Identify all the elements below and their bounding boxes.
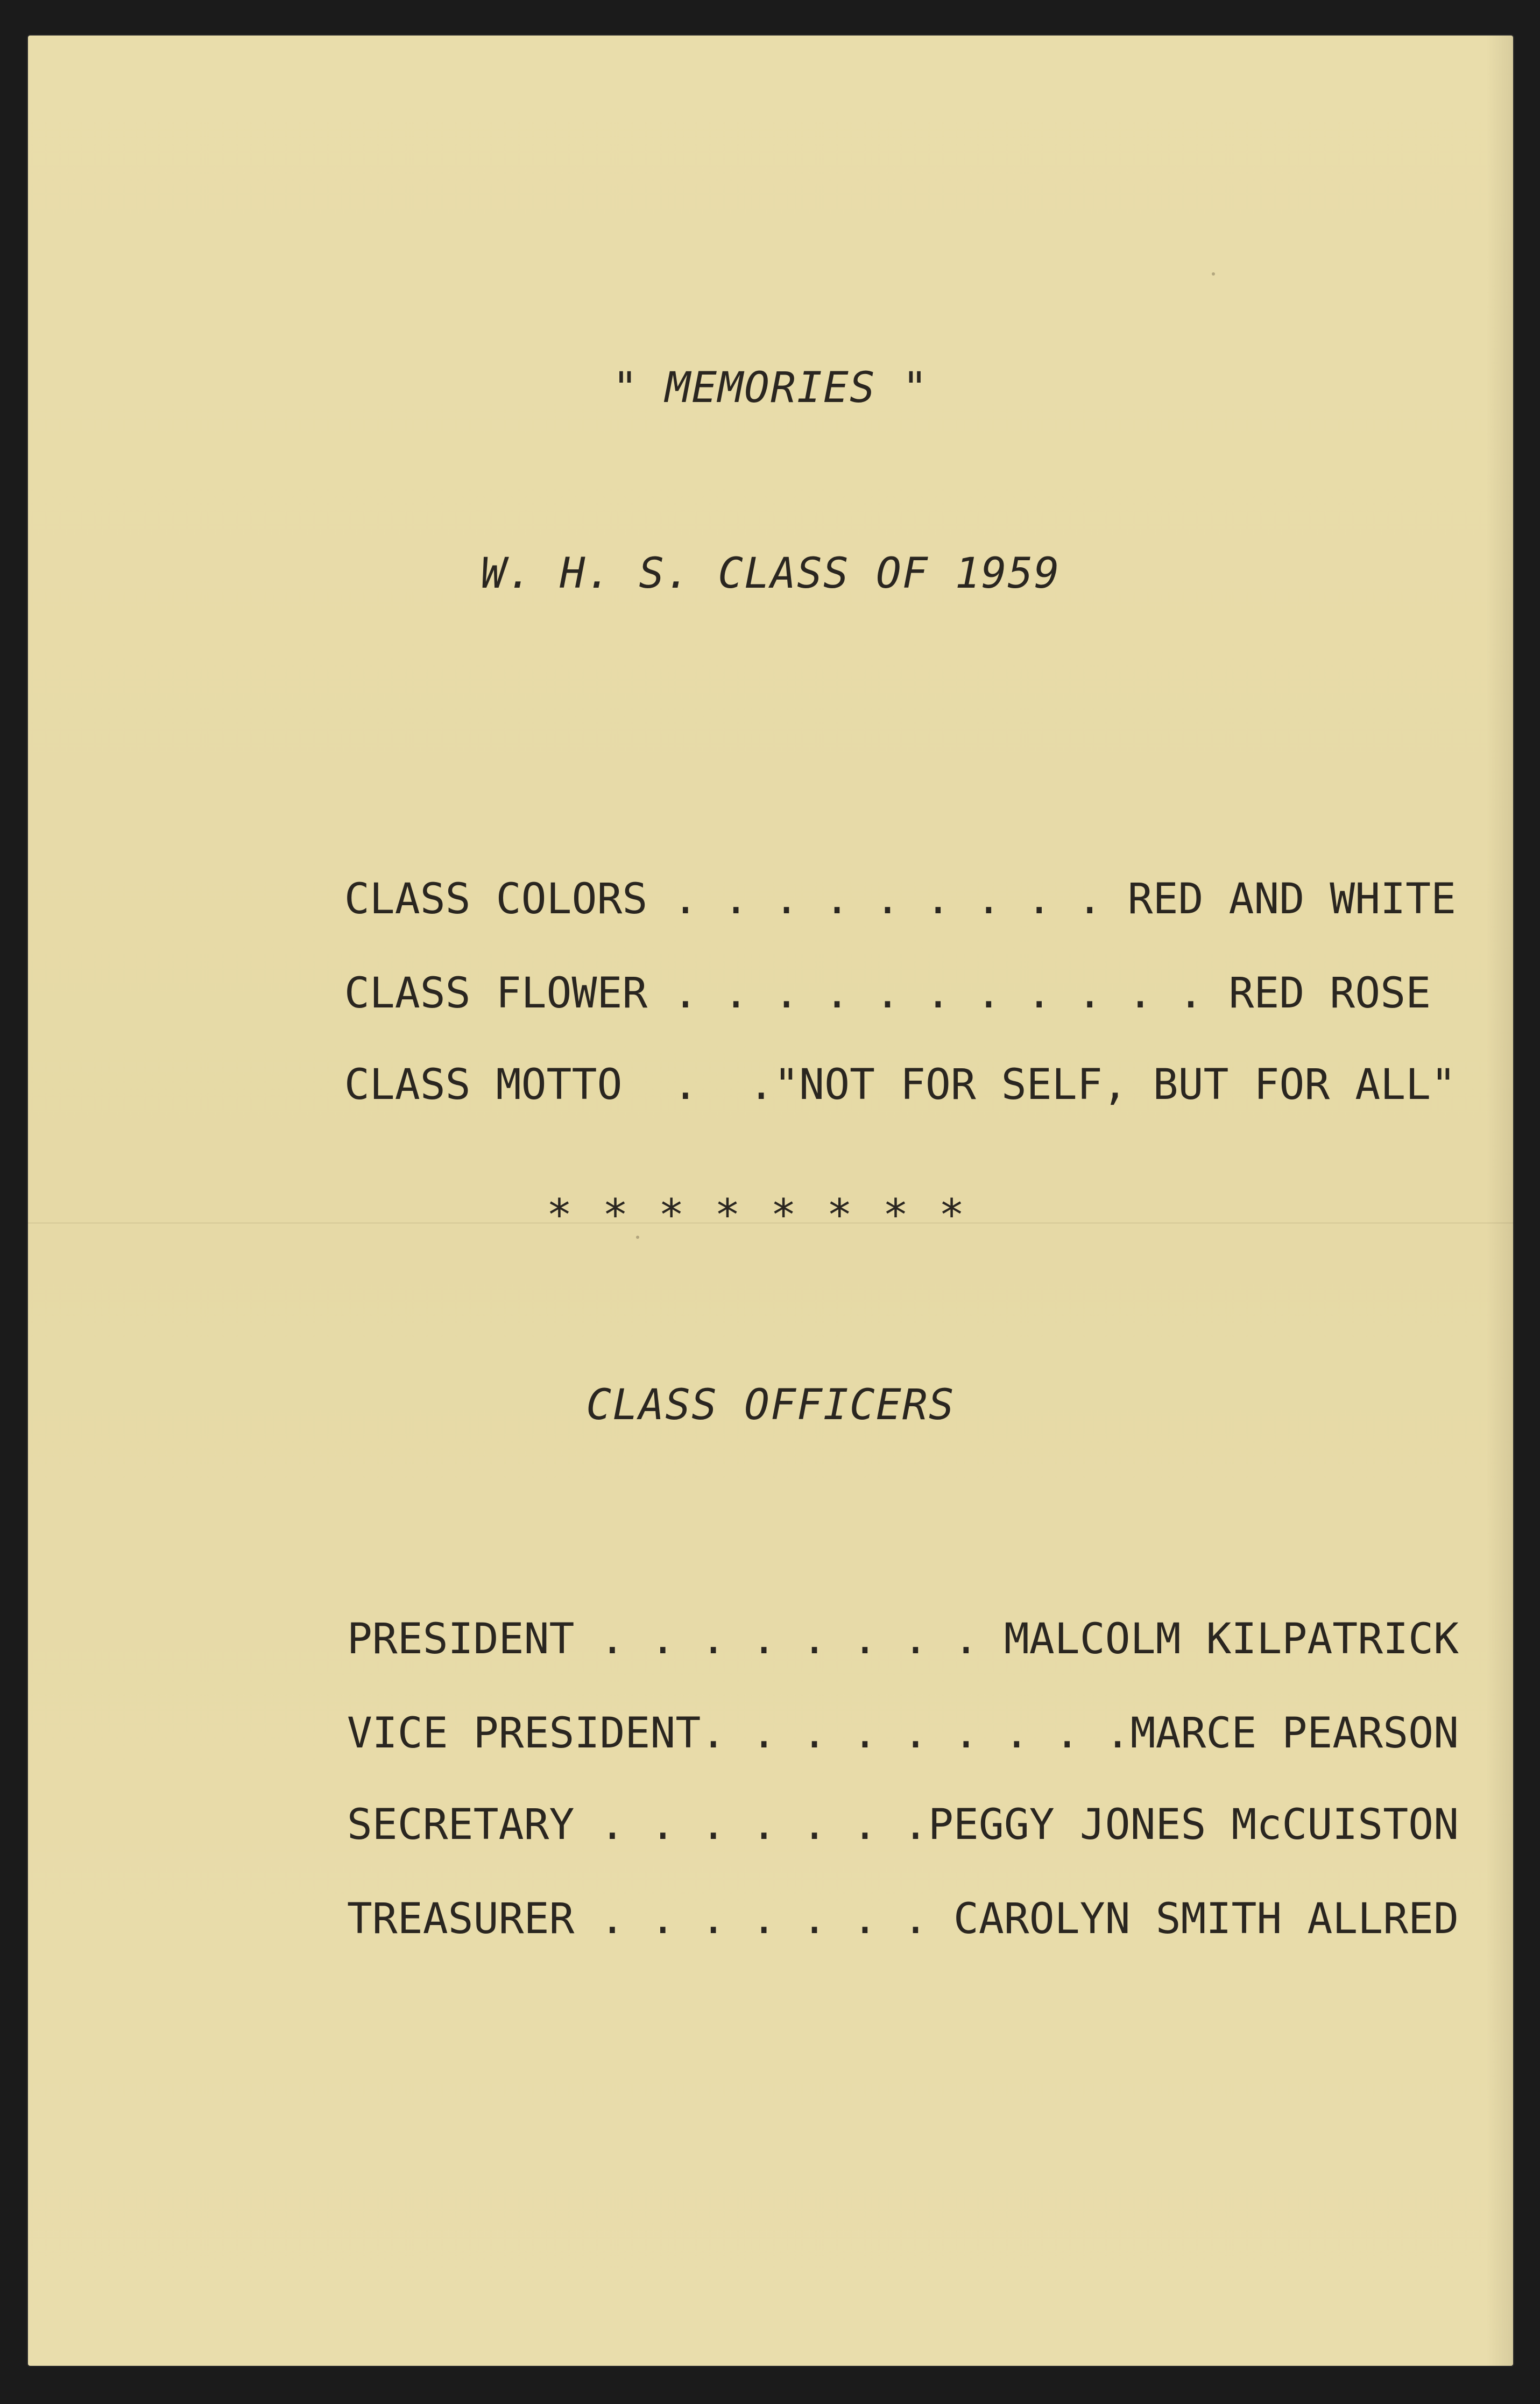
officer-leader: . . . . . . . . . (701, 1709, 1131, 1758)
class-motto-row (243, 1012, 1456, 1158)
officer-label: VICE PRESIDENT (347, 1709, 701, 1758)
officer-name: MALCOLM KILPATRICK (1004, 1615, 1459, 1663)
class-colors-value: RED AND WHITE (1127, 875, 1457, 923)
class-colors-label: CLASS COLORS (344, 875, 648, 923)
officer-label: PRESIDENT (347, 1615, 575, 1663)
class-flower-label: CLASS FLOWER (344, 969, 648, 1018)
officer-label: SECRETARY (347, 1801, 575, 1849)
class-flower-value: RED ROSE (1228, 969, 1431, 1018)
star-separator: ******** (546, 1190, 995, 1240)
officer-row-treasurer (246, 1846, 1459, 1992)
document-subtitle: W. H. S. CLASS OF 1959 (481, 549, 1061, 598)
paper-speck (636, 1236, 639, 1239)
document-page (28, 36, 1513, 2366)
officer-leader: . . . . . . . (574, 1801, 928, 1849)
paper-speck (1212, 272, 1215, 276)
officer-name: CAROLYN SMITH ALLRED (953, 1895, 1459, 1943)
document-title: " MEMORIES " (612, 364, 929, 412)
class-flower-leader: . . . . . . . . . . . (647, 969, 1229, 1018)
officers-heading: CLASS OFFICERS (586, 1381, 955, 1429)
class-colors-leader: . . . . . . . . . (647, 875, 1128, 923)
class-motto-label: CLASS MOTTO (344, 1061, 623, 1109)
officer-leader: . . . . . . . . (574, 1615, 1004, 1663)
officer-name: PEGGY JONES McCUISTON (928, 1801, 1459, 1849)
officer-label: TREASURER (347, 1895, 575, 1943)
officer-leader: . . . . . . . (574, 1895, 953, 1943)
officer-name: MARCE PEARSON (1130, 1709, 1459, 1758)
class-motto-leader: . . (622, 1061, 774, 1109)
class-motto-value: "NOT FOR SELF, BUT FOR ALL" (774, 1061, 1457, 1109)
